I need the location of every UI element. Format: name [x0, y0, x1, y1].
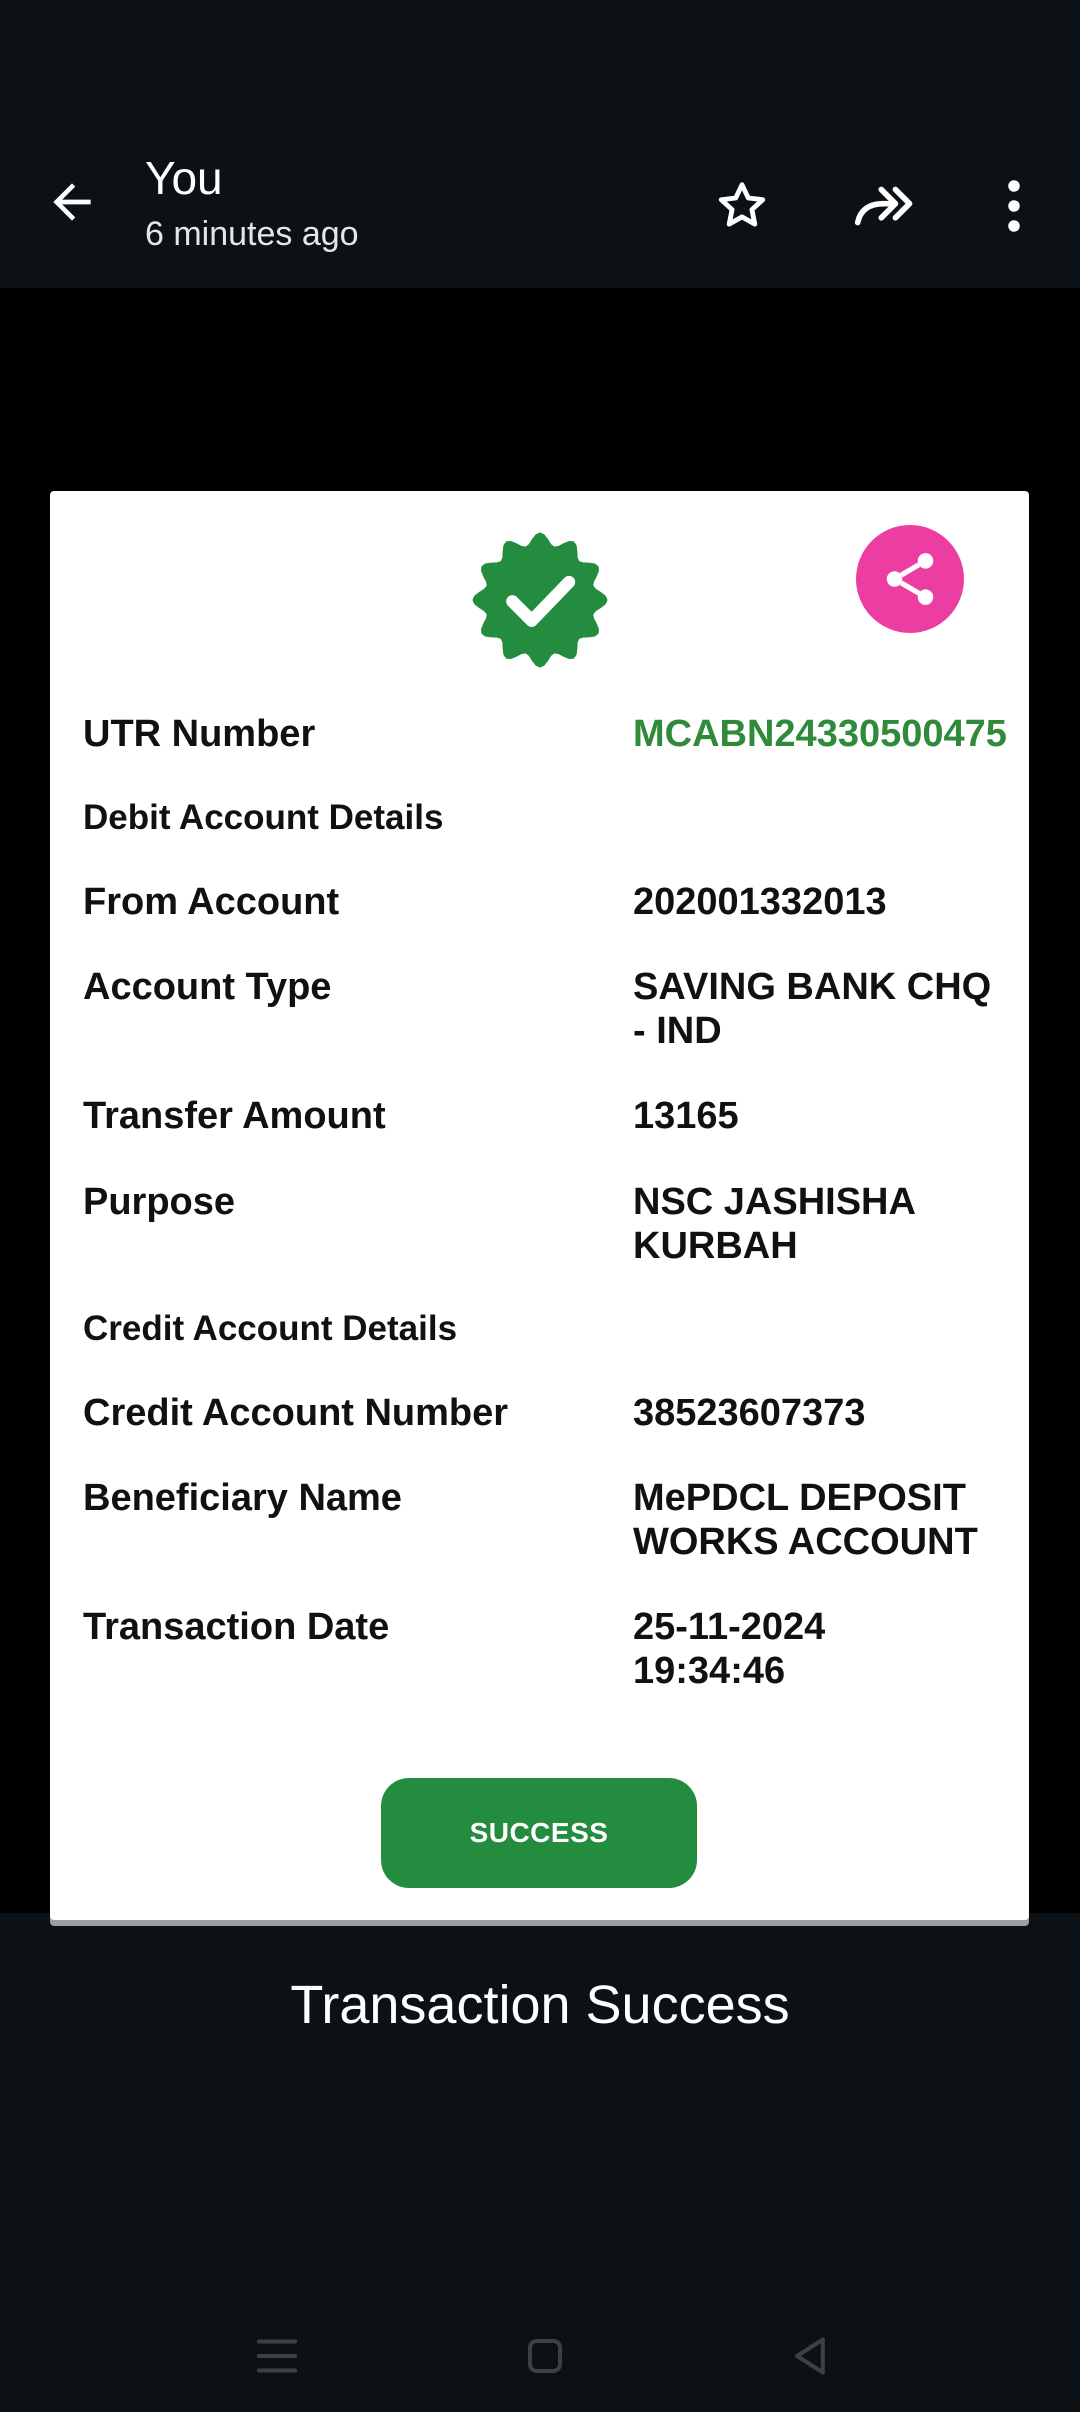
row-label: Credit Account Number: [83, 1392, 509, 1434]
message-time: 6 minutes ago: [145, 215, 359, 253]
forward-all-icon: [853, 177, 919, 235]
account-type-value: SAVING BANK CHQ - IND: [633, 966, 992, 1052]
back-triangle-icon: [788, 2334, 832, 2378]
row-label: Account Type: [83, 966, 332, 1008]
forward-button[interactable]: [846, 166, 926, 246]
nav-home-button[interactable]: [505, 2316, 585, 2396]
row-label: From Account: [83, 881, 340, 923]
back-button[interactable]: [36, 166, 108, 238]
section-label: Credit Account Details: [83, 1309, 458, 1348]
transaction-receipt: [50, 491, 1029, 1920]
credit-account-value: 38523607373: [633, 1392, 866, 1434]
share-icon: [879, 548, 941, 610]
row-label: Purpose: [83, 1181, 236, 1223]
row-label: Transaction Date: [83, 1606, 390, 1648]
beneficiary-name-value: MePDCL DEPOSIT WORKS ACCOUNT: [633, 1477, 978, 1563]
more-vertical-icon: [994, 176, 1034, 236]
more-options-button[interactable]: [974, 166, 1054, 246]
home-square-icon: [525, 2336, 565, 2376]
verified-badge-icon: [471, 531, 609, 669]
row-label: Beneficiary Name: [83, 1477, 402, 1519]
sender-name: You: [145, 152, 223, 204]
nav-recents-button[interactable]: [237, 2316, 317, 2396]
utr-number-value: MCABN24330500475: [633, 713, 1007, 755]
section-label: Debit Account Details: [83, 798, 444, 837]
success-button[interactable]: SUCCESS: [381, 1778, 697, 1888]
share-button[interactable]: [856, 525, 964, 633]
top-app-bar: [0, 0, 1080, 288]
transfer-amount-value: 13165: [633, 1095, 739, 1137]
transaction-date-value: 25-11-2024 19:34:46: [633, 1606, 826, 1692]
arrow-left-icon: [44, 174, 100, 230]
from-account-value: 202001332013: [633, 881, 887, 923]
nav-back-button[interactable]: [770, 2316, 850, 2396]
purpose-value: NSC JASHISHA KURBAH: [633, 1181, 916, 1267]
menu-lines-icon: [255, 2336, 299, 2376]
image-caption: Transaction Success: [290, 1975, 790, 2035]
star-button[interactable]: [702, 166, 782, 246]
row-label: UTR Number: [83, 713, 316, 755]
star-outline-icon: [713, 177, 771, 235]
row-label: Transfer Amount: [83, 1095, 386, 1137]
